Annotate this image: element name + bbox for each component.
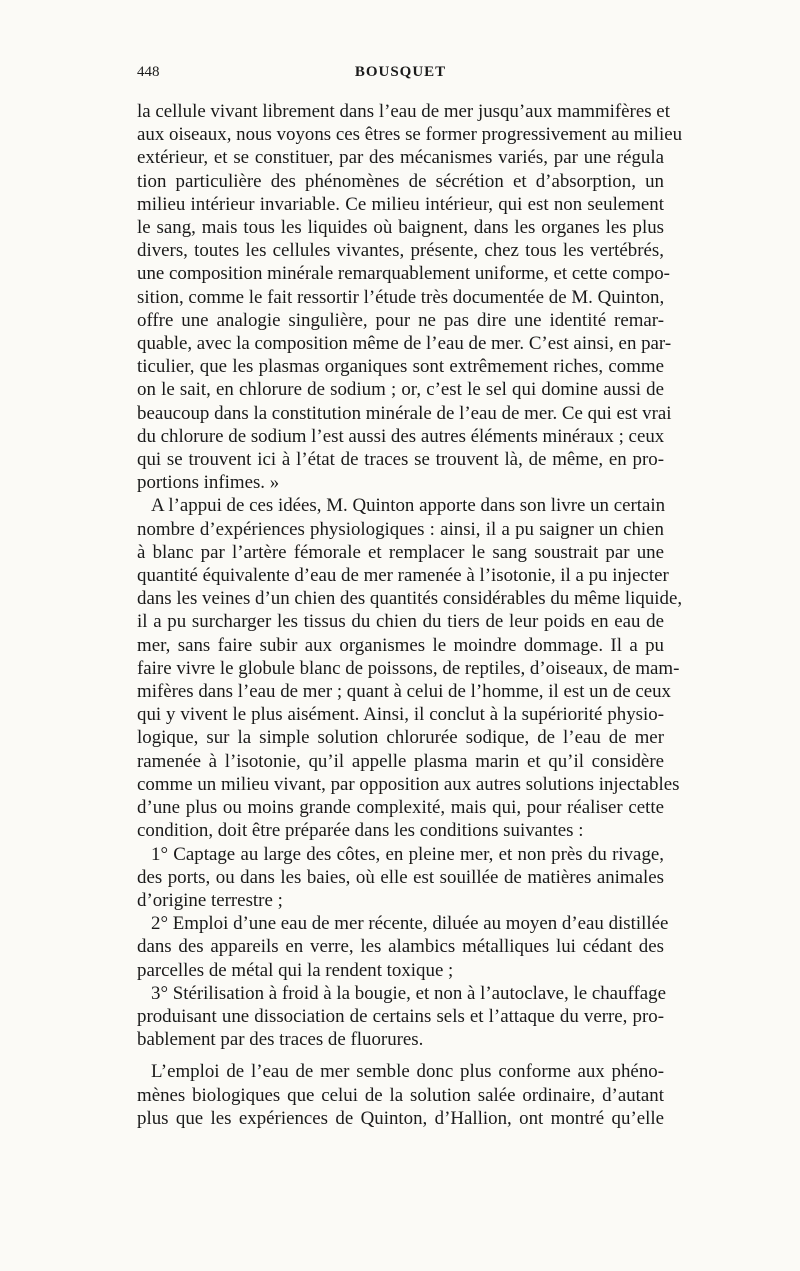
text-line: du chlorure de sodium l’est aussi des autres éléments minéraux ; ceux	[137, 425, 665, 447]
text-line: on le sait, en chlorure de sodium ; or, c’est le sel qui domine aussi de	[137, 379, 664, 401]
text-line: offre une analogie singulière, pour ne pas dire une identité remar-	[137, 309, 664, 331]
running-head: BOUSQUET	[354, 64, 447, 80]
text-line: condition, doit être préparée dans les conditions suivantes :	[137, 820, 584, 842]
text-line: mènes biologiques que celui de la solution salée ordinaire, d’autant	[137, 1084, 664, 1106]
text-line: sition, comme le fait ressortir l’étude très documentée de M. Quinton,	[137, 286, 665, 308]
text-line: portions infimes. »	[137, 472, 280, 494]
text-line: dans des appareils en verre, les alambics métalliques lui cédant des	[137, 936, 664, 958]
text-line: d’une plus ou moins grande complexité, mais qui, pour réaliser cette	[137, 797, 664, 819]
text-line: il a pu surcharger les tissus du chien du tiers de leur poids en eau de	[137, 611, 664, 633]
text-line: produisant une dissociation de certains sels et l’attaque du verre, pro-	[137, 1005, 664, 1027]
text-line: extérieur, et se constituer, par des mécanismes variés, par une régula	[137, 147, 664, 169]
text-line: logique, sur la simple solution chlorurée sodique, de l’eau de mer	[137, 727, 664, 749]
text-line: faire vivre le globule blanc de poissons, de reptiles, d’oiseaux, de mam-	[137, 657, 680, 679]
text-line: plus que les expériences de Quinton, d’Hallion, ont montré qu’elle	[137, 1107, 664, 1129]
text-line: 1° Captage au large des côtes, en pleine mer, et non près du rivage,	[151, 843, 664, 865]
text-line: la cellule vivant librement dans l’eau de mer jusqu’aux mammifères et	[137, 101, 670, 122]
text-line: qui se trouvent ici à l’état de traces se trouvent là, de même, en pro-	[137, 449, 664, 471]
page-header	[137, 62, 664, 88]
text-line: nombre d’expériences physiologiques : ainsi, il a pu saigner un chien	[137, 518, 664, 540]
page-number: 448	[137, 64, 160, 80]
text-line: d’origine terrestre ;	[137, 889, 283, 911]
body-text	[137, 100, 683, 1130]
text-line: parcelles de métal qui la rendent toxique ;	[137, 959, 454, 981]
text-line: quable, avec la composition même de l’eau de mer. C’est ainsi, en par-	[137, 333, 672, 355]
text-line: beaucoup dans la constitution minérale de l’eau de mer. Ce qui est vrai	[137, 402, 672, 424]
text-line: ramenée à l’isotonie, qu’il appelle plasma marin et qu’il considère	[137, 750, 664, 772]
text-line: divers, toutes les cellules vivantes, présente, chez tous les vertébrés,	[137, 240, 664, 262]
text-line: 3° Stérilisation à froid à la bougie, et non à l’autoclave, le chauffage	[151, 982, 666, 1004]
text-line: L’emploi de l’eau de mer semble donc plus conforme aux phéno-	[151, 1061, 664, 1083]
text-line: milieu intérieur invariable. Ce milieu intérieur, qui est non seulement	[137, 193, 664, 215]
text-line: une composition minérale remarquablement uniforme, et cette compo-	[137, 263, 670, 285]
text-line: qui y vivent le plus aisément. Ainsi, il conclut à la supériorité physio-	[137, 704, 664, 726]
text-line: des ports, ou dans les baies, où elle est souillée de matières animales	[137, 866, 664, 888]
text-line: ticulier, que les plasmas organiques sont extrêmement riches, comme	[137, 356, 664, 378]
text-line: quantité équivalente d’eau de mer ramenée à l’isotonie, il a pu injecter	[137, 565, 669, 587]
text-line: bablement par des traces de fluorures.	[137, 1029, 424, 1051]
text-line: A l’appui de ces idées, M. Quinton apporte dans son livre un certain	[151, 495, 666, 517]
text-line: tion particulière des phénomènes de sécrétion et d’absorption, un	[137, 170, 664, 192]
text-line: à blanc par l’artère fémorale et remplacer le sang soustrait par une	[137, 541, 664, 563]
text-line: aux oiseaux, nous voyons ces êtres se former progressivement au milieu	[137, 124, 683, 146]
text-line: mer, sans faire subir aux organismes le moindre dommage. Il a pu	[137, 634, 664, 656]
text-line: 2° Emploi d’une eau de mer récente, diluée au moyen d’eau distillée	[151, 913, 669, 935]
paragraph-gap	[137, 1051, 664, 1060]
text-line: comme un milieu vivant, par opposition aux autres solutions injectables	[137, 773, 680, 795]
text-line: mifères dans l’eau de mer ; quant à celui de l’homme, il est un de ceux	[137, 681, 671, 703]
text-line: dans les veines d’un chien des quantités considérables du même liquide,	[137, 588, 683, 610]
text-line: le sang, mais tous les liquides où baignent, dans les organes les plus	[137, 217, 664, 239]
